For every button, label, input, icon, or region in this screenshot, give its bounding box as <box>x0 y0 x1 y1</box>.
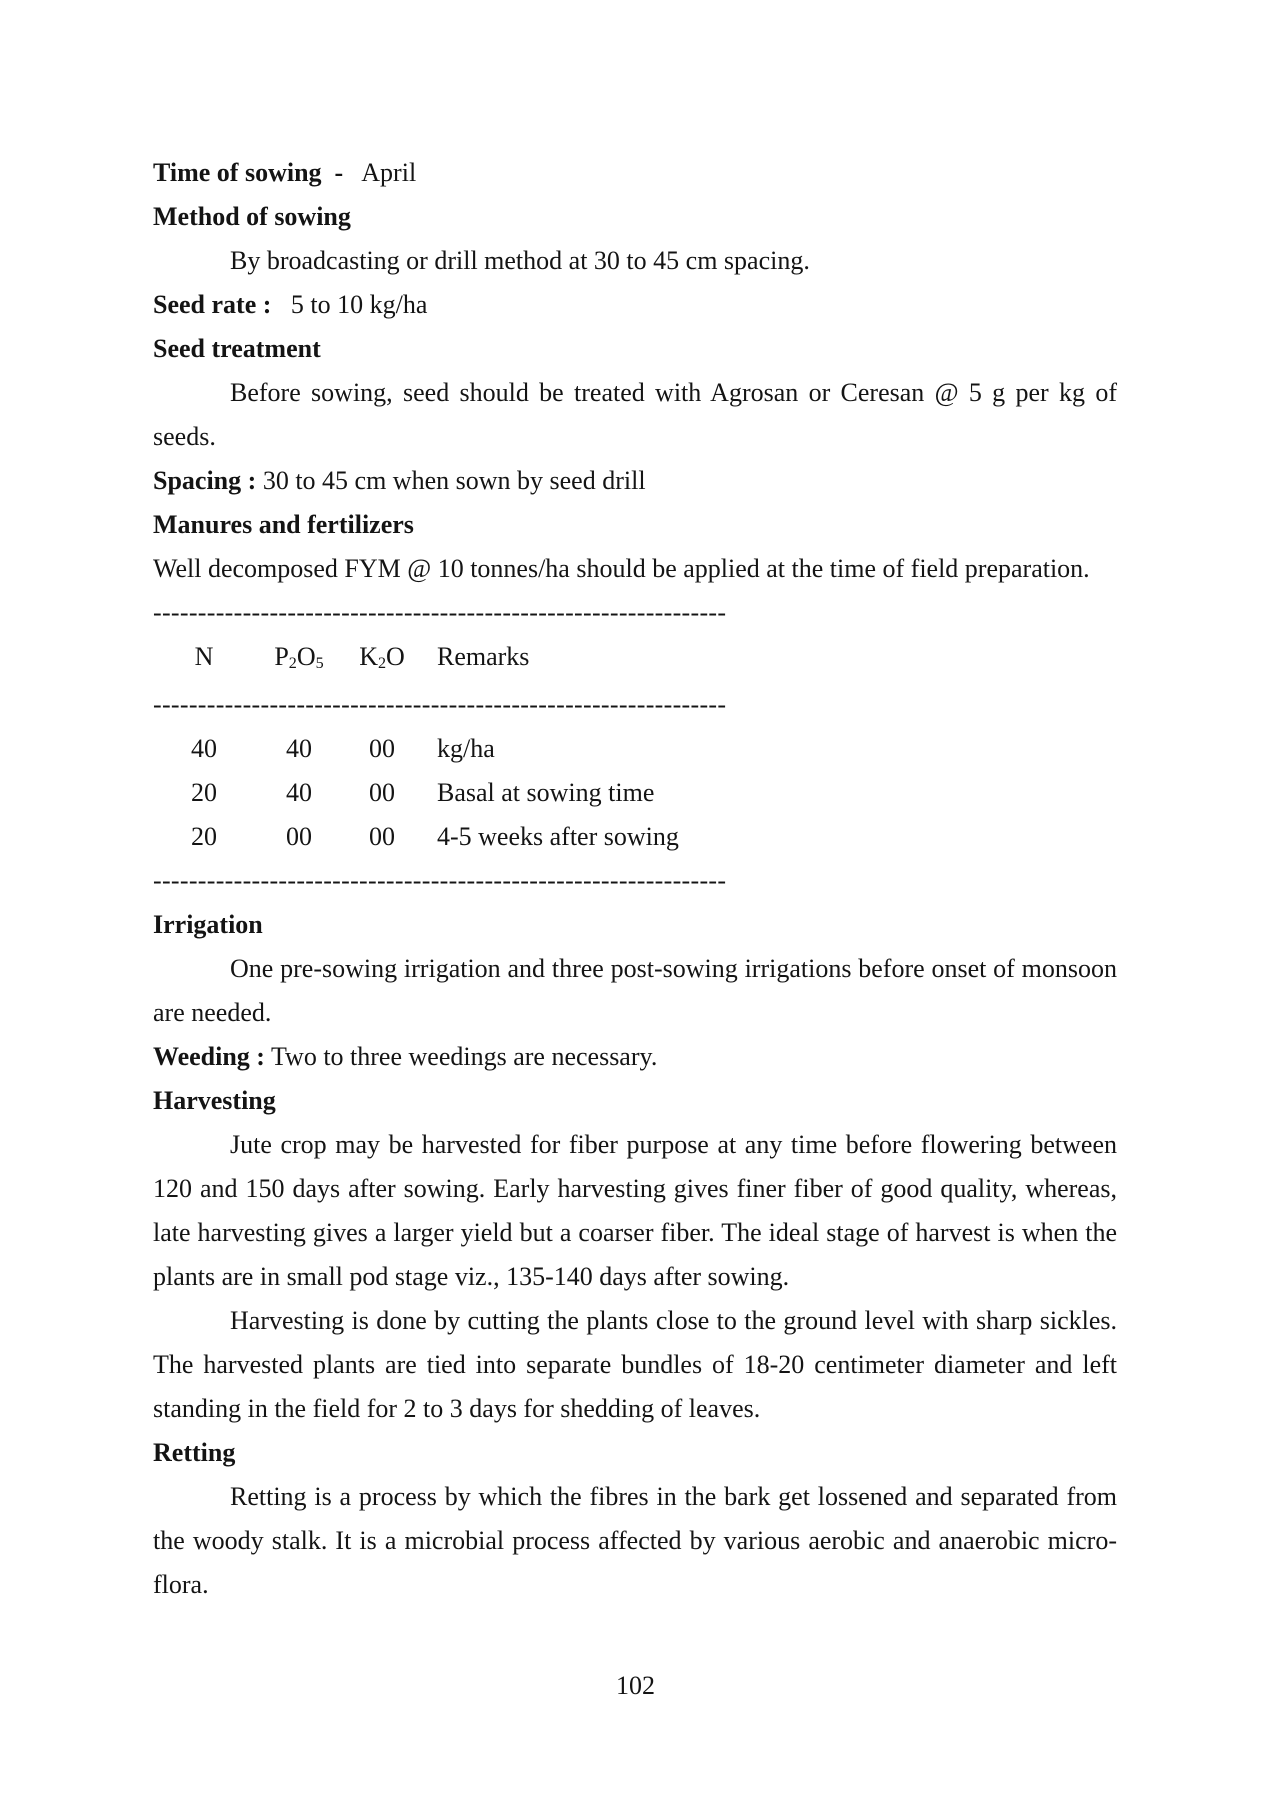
table-cell: 40 <box>286 778 312 807</box>
subscript-text: 5 <box>315 654 324 672</box>
fertilizer-table-row <box>153 727 1117 771</box>
text-line: seeds. <box>153 422 216 451</box>
text-line: Harvesting is done by cutting the plants close to the ground level with sharp sickles. <box>230 1306 1117 1335</box>
text-line: Retting is a process by which the fibres in the bark get lossened and separated from <box>230 1482 1117 1511</box>
cell-text: O <box>386 642 405 671</box>
cell-text: N <box>194 642 214 671</box>
text-line: 120 and 150 days after sowing. Early harvesting gives finer fiber of good quality, whereas, <box>153 1174 1117 1203</box>
table-cell: 00 <box>286 822 312 851</box>
table-header-cell <box>343 635 421 683</box>
section-heading: Harvesting <box>153 1086 276 1115</box>
text-line: standing in the field for 2 to 3 days for shedding of leaves. <box>153 1394 761 1423</box>
table-header-cell <box>437 635 529 679</box>
table-cell: 20 <box>191 822 217 851</box>
table-cell: 20 <box>191 778 217 807</box>
section-heading: Retting <box>153 1438 236 1467</box>
text-line: plants are in small pod stage viz., 135-140 days after sowing. <box>153 1262 790 1291</box>
table-cell: 40 <box>191 734 217 763</box>
line-label: Seed rate : <box>153 290 272 319</box>
line-value: 30 to 45 cm when sown by seed drill <box>262 466 646 495</box>
table-cell: Basal at sowing time <box>437 778 655 807</box>
text-line: the woody stalk. It is a microbial process affected by various aerobic and anaerobic micro- <box>153 1526 1117 1555</box>
labeled-line <box>153 283 1117 327</box>
table-header-cell <box>153 635 255 679</box>
text-line: Jute crop may be harvested for fiber purpose at any time before flowering between <box>230 1130 1117 1159</box>
cell-text: K <box>359 642 378 671</box>
table-cell: 40 <box>286 734 312 763</box>
cell-text: P <box>274 642 289 671</box>
text-line: One pre-sowing irrigation and three post-sowing irrigations before onset of monsoon <box>230 954 1117 983</box>
line-label: Time of sowing - <box>153 158 344 187</box>
cell-text: Remarks <box>437 642 530 671</box>
table-cell: kg/ha <box>437 734 495 763</box>
labeled-line <box>153 151 1117 195</box>
text-line: Before sowing, seed should be treated with Agrosan or Ceresan @ 5 g per kg of <box>230 378 1117 407</box>
line-label: Weeding : <box>153 1042 265 1071</box>
line-value: 5 to 10 kg/ha <box>290 290 428 319</box>
line-value: April <box>361 158 417 187</box>
section-heading: Irrigation <box>153 910 263 939</box>
text-line: The harvested plants are tied into separate bundles of 18-20 centimeter diameter and left <box>153 1350 1117 1379</box>
labeled-line <box>153 1035 1117 1079</box>
table-cell: 4-5 weeks after sowing <box>437 822 679 851</box>
table-cell: 00 <box>369 734 395 763</box>
cell-text: O <box>296 642 316 671</box>
fertilizer-table-row <box>153 815 1117 859</box>
section-heading: Seed treatment <box>153 334 321 363</box>
labeled-line <box>153 459 1117 503</box>
fertilizer-table-row <box>153 771 1117 815</box>
text-line: are needed. <box>153 998 272 1027</box>
subscript-text: 2 <box>288 654 297 672</box>
dash-separator: ---------------------------------------------------------------- <box>153 866 727 895</box>
text-line: flora. <box>153 1570 209 1599</box>
fertilizer-table-header <box>153 635 1117 683</box>
section-heading: Manures and fertilizers <box>153 510 414 539</box>
page-number: 102 <box>616 1671 655 1700</box>
section-heading: Method of sowing <box>153 202 351 231</box>
subscript-text: 2 <box>377 654 387 672</box>
table-header-cell <box>255 635 343 683</box>
text-line: By broadcasting or drill method at 30 to 45 cm spacing. <box>230 246 810 275</box>
table-cell: 00 <box>369 778 395 807</box>
dash-separator: ---------------------------------------------------------------- <box>153 598 727 627</box>
text-line: Well decomposed FYM @ 10 tonnes/ha should be applied at the time of field preparation. <box>153 554 1090 583</box>
page-content <box>153 151 1117 1607</box>
dash-separator: ---------------------------------------------------------------- <box>153 690 727 719</box>
text-line: late harvesting gives a larger yield but a coarser fiber. The ideal stage of harvest is when the <box>153 1218 1117 1247</box>
line-value: Two to three weedings are necessary. <box>270 1042 658 1071</box>
table-cell: 00 <box>369 822 395 851</box>
line-label: Spacing : <box>153 466 257 495</box>
